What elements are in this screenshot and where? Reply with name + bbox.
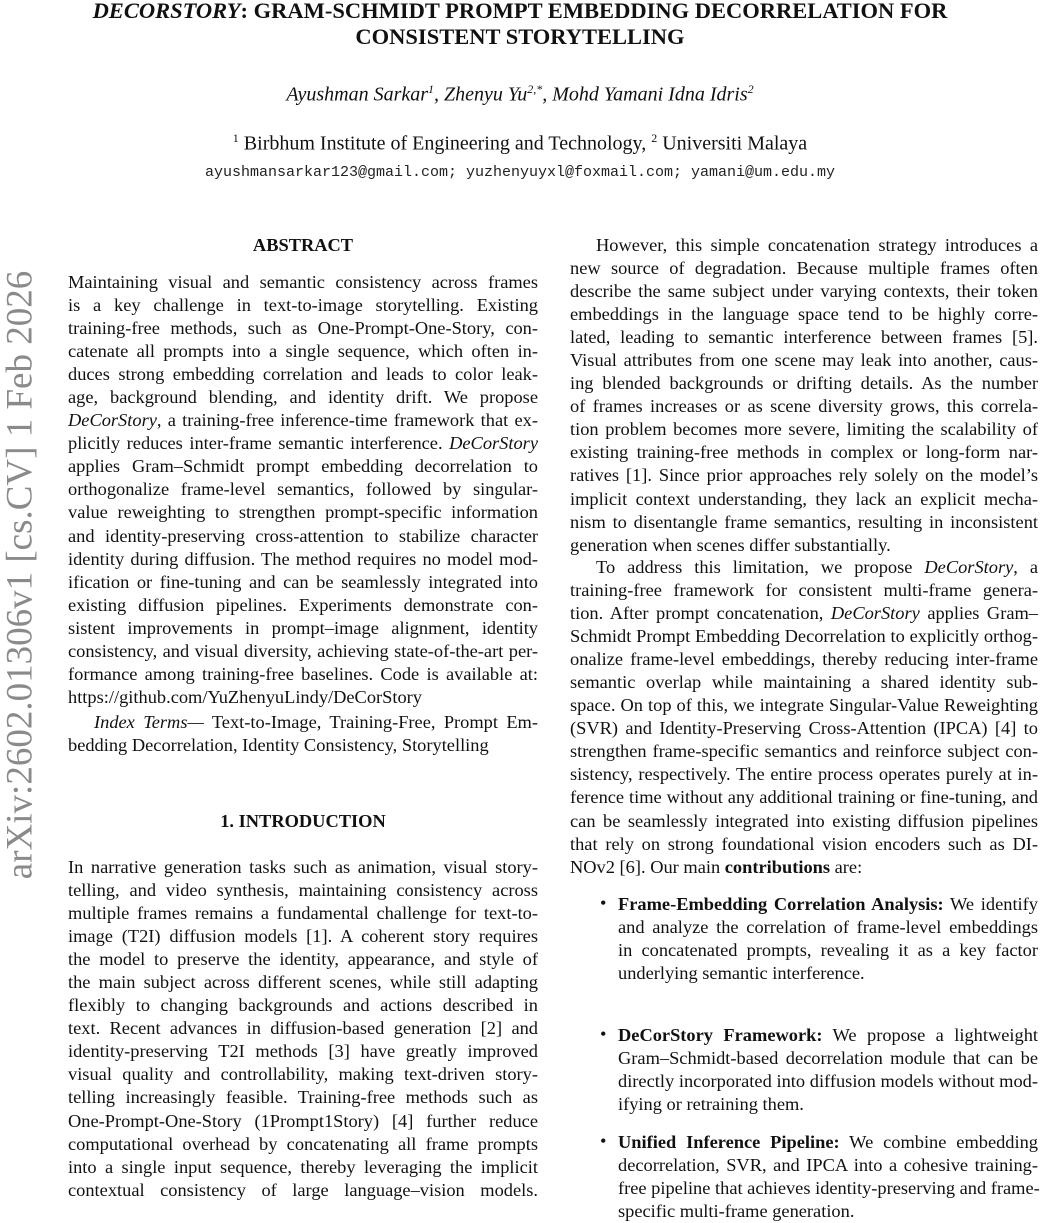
text-line: consistency, and visual diversity, achieving state-of-the-art per-	[68, 640, 538, 661]
text-line: tion problem becomes more severe, limiting the scalability of	[570, 419, 1038, 440]
author-affil-mark: 1	[428, 82, 435, 96]
author-name: Ayushman Sarkar	[286, 83, 429, 106]
text-line: text. Recent advances in diffusion-based generation [2] and	[68, 1018, 538, 1039]
text-line: ifying or retraining them.	[618, 1094, 804, 1115]
text-line: flexibly to changing backgrounds and actions described in	[68, 995, 538, 1016]
text-line: into a single input sequence, thereby leveraging the implicit	[68, 1156, 538, 1177]
text-line: DeCorStory, a training-free inference-time framework that ex-	[68, 410, 538, 431]
text-line: specific multi-frame generation.	[618, 1201, 855, 1222]
introduction-left-paragraph	[68, 856, 538, 1202]
text-line: Schmidt Prompt Embedding Decorrelation to explicitly orthog-	[570, 626, 1038, 647]
title-line-1: : GRAM-SCHMIDT PROMPT EMBEDDING DECORRELATION FOR	[240, 0, 948, 23]
affil-mark: 2	[651, 131, 658, 145]
title-italic: DECORSTORY	[92, 0, 241, 23]
text-line: duces strong embedding correlation and leads to color leak-	[68, 364, 538, 385]
text-line: underlying semantic interference.	[618, 963, 865, 984]
italic-text: DeCorStory	[830, 603, 920, 624]
author-emails: ayushmansarkar123@gmail.com; yuzhenyuyxl@foxmail.com; yamani@um.edu.my	[204, 164, 836, 181]
text-line: existing training-free methods in complex or long-form nar-	[570, 442, 1038, 463]
text-line: ing blended backgrounds or drifting details. As the number	[570, 373, 1038, 394]
text-line: embeddings in the language space tend to be highly corre-	[570, 304, 1038, 325]
text-line: formance among training-free baselines. Code is available at:	[68, 663, 538, 684]
text-line: implicit context understanding, they lack an explicit mecha-	[570, 488, 1038, 509]
text-line: tion. After prompt concatenation, DeCorStory applies Gram–	[570, 603, 1038, 624]
text-line: training-free methods, such as One-Prompt-One-Story, con-	[68, 318, 538, 339]
author-affil-mark: 2,*	[527, 82, 543, 96]
introduction-right-paragraph-1	[570, 234, 1038, 557]
text-line: Unified Inference Pipeline: We combine embedding	[618, 1132, 1038, 1152]
author-name: Mohd Yamani Idna Idris	[552, 83, 748, 106]
bold-text: contributions	[724, 856, 831, 877]
italic-text: Index Terms—	[94, 712, 204, 732]
paper-title	[0, 0, 1040, 50]
bold-text: Frame-Embedding Correlation Analysis:	[618, 894, 944, 914]
text-line: Gram–Schmidt-based decorrelation module that can be	[618, 1048, 1038, 1069]
text-line: visual quality and controllability, making text-driven story-	[68, 1064, 538, 1085]
affil-mark: 1	[232, 131, 239, 145]
introduction-heading: 1. INTRODUCTION	[220, 811, 386, 831]
text-line: ratives [1]. Since prior approaches rely solely on the model’s	[570, 465, 1038, 486]
affiliation: Universiti Malaya	[662, 132, 808, 155]
arxiv-identifier: arXiv:2602.01306v1 [cs.CV] 1 Feb 2026	[0, 270, 41, 880]
bold-text: DeCorStory Framework:	[618, 1025, 823, 1045]
text-line: identity-preserving T2I methods [3] have greatly improved	[68, 1041, 538, 1062]
text-line: telling, and video synthesis, maintaining consistency across	[68, 880, 538, 901]
text-line: free pipeline that achieves identity-preserving and frame-	[618, 1178, 1040, 1199]
author-affil-mark: 2	[747, 82, 754, 96]
text-line: https://github.com/YuZhenyuLindy/DeCorStory	[68, 686, 423, 707]
text-line: the main subject across different scenes, while still adapting	[68, 972, 538, 993]
text-line: (SVR) and Identity-Preserving Cross-Attention (IPCA) [4] to	[570, 718, 1038, 739]
text-line: that rely on strong foundational vision encoders such as DI-	[570, 833, 1038, 854]
contribution-item	[618, 893, 1038, 985]
text-line: existing diffusion pipelines. Experiments demonstrate con-	[68, 594, 538, 615]
text-line: NOv2 [6]. Our main contributions are:	[570, 856, 863, 877]
text-line: is a key challenge in text-to-image storytelling. Existing	[68, 295, 538, 316]
text-line: and identity-preserving cross-attention to stabilize character	[68, 525, 538, 546]
contribution-item	[618, 1024, 1038, 1116]
italic-text: DeCorStory	[449, 433, 538, 454]
text-line: Maintaining visual and semantic consistency across frames	[68, 272, 538, 292]
bullet-marker: •	[600, 893, 607, 913]
text-line: To address this limitation, we propose DeCorStory, a	[596, 557, 1038, 577]
contribution-item	[618, 1131, 1038, 1223]
bold-text: Unified Inference Pipeline:	[618, 1132, 840, 1152]
text-line: of frames increases or as scene diversity grows, this correla-	[570, 396, 1038, 417]
index-terms	[68, 711, 538, 757]
affiliation: Birbhum Institute of Engineering and Technology,	[243, 132, 647, 155]
bullet-marker: •	[600, 1131, 607, 1151]
text-line: in concatenated prompts, revealing it as a key factor	[618, 940, 1038, 961]
text-line: and analyze the correlation of frame-level embeddings	[618, 917, 1038, 938]
text-line: sistent improvements in prompt–image alignment, identity	[68, 617, 538, 638]
text-line: plicitly reduces inter-frame semantic interference. DeCorStory	[68, 433, 538, 454]
italic-text: DeCorStory	[68, 410, 157, 431]
text-line: However, this simple concatenation strategy introduces a	[596, 235, 1038, 255]
text-line: nism to disentangle frame semantics, resulting in inconsistent	[570, 511, 1038, 532]
italic-text: DeCorStory	[924, 557, 1014, 577]
text-line: image (T2I) diffusion models [1]. A coherent story requires	[68, 926, 538, 947]
text-line: onalize frame-level embeddings, thereby reducing inter-frame	[570, 649, 1038, 670]
text-line: Visual attributes from one scene may leak into another, caus-	[570, 350, 1038, 371]
text-line: age, background blending, and identity drift. We propose	[68, 387, 538, 408]
text-line: directly incorporated into diffusion models without mod-	[618, 1071, 1038, 1092]
text-line: catenate all prompts into a single sequence, which often in-	[68, 341, 538, 362]
affiliations	[0, 131, 1040, 156]
text-line: generation when scenes differ substantially.	[570, 534, 891, 555]
introduction-right-paragraph-2	[570, 556, 1038, 879]
title-line-2: CONSISTENT STORYTELLING	[355, 24, 685, 49]
text-line: ference time without any additional training or fine-tuning, and	[570, 787, 1038, 808]
text-line: new source of degradation. Because multiple frames often	[570, 258, 1038, 279]
text-line: lated, leading to semantic interference between frames [5].	[570, 327, 1038, 348]
text-line: orthogonalize frame-level semantics, followed by singular-	[68, 479, 538, 500]
text-line: sistency, respectively. The entire process operates purely at in-	[570, 764, 1038, 785]
text-line: ification or fine-tuning and can be seamlessly integrated into	[68, 571, 538, 592]
bullet-marker: •	[600, 1024, 607, 1044]
text-line: space. On top of this, we integrate Singular-Value Reweighting	[570, 695, 1038, 716]
text-line: applies Gram–Schmidt prompt embedding decorrelation to	[68, 456, 538, 477]
text-line: multiple frames remains a fundamental challenge for text-to-	[68, 903, 538, 924]
text-line: the model to preserve the identity, appearance, and style of	[68, 949, 538, 970]
author-list: Ayushman Sarkar$^1$, Zhenyu $Yu^{2,*}$, Mohd Yamani Idna Idris$^2$	[286, 82, 754, 106]
text-line: contextual consistency of large language–vision models.	[68, 1179, 538, 1200]
text-line: One-Prompt-One-Story (1Prompt1Story) [4] further reduce	[68, 1110, 538, 1131]
text-line: telling increasingly feasible. Training-free methods such as	[68, 1087, 538, 1108]
text-line: In narrative generation tasks such as animation, visual story-	[68, 857, 538, 877]
text-line: can be seamlessly integrated into existing diffusion pipelines	[570, 810, 1038, 831]
text-line: decorrelation, SVR, and IPCA into a cohesive training-	[618, 1155, 1038, 1176]
text-line: training-free framework for consistent multi-frame genera-	[570, 580, 1038, 601]
text-line: strengthen frame-specific semantics and reinforce subject con-	[570, 741, 1038, 762]
text-line: computational overhead by concatenating all frame prompts	[68, 1133, 538, 1154]
text-line: Index Terms— Text-to-Image, Training-Free, Prompt Em-	[94, 712, 538, 732]
text-line: semantic overlap while maintaining a shared identity sub-	[570, 672, 1038, 693]
abstract-body	[68, 271, 538, 709]
text-line: Frame-Embedding Correlation Analysis: We identify	[618, 894, 1038, 914]
text-line: bedding Decorrelation, Identity Consistency, Storytelling	[68, 735, 489, 756]
text-line: describe the same subject under varying contexts, their token	[570, 281, 1038, 302]
text-line: identity during diffusion. The method requires no model mod-	[68, 548, 538, 569]
text-line: DeCorStory Framework: We propose a lightweight	[618, 1025, 1038, 1045]
abstract-heading: ABSTRACT	[252, 235, 354, 255]
author-name: Zhenyu Yu	[444, 83, 528, 106]
text-line: value reweighting to strengthen prompt-specific information	[68, 502, 538, 523]
